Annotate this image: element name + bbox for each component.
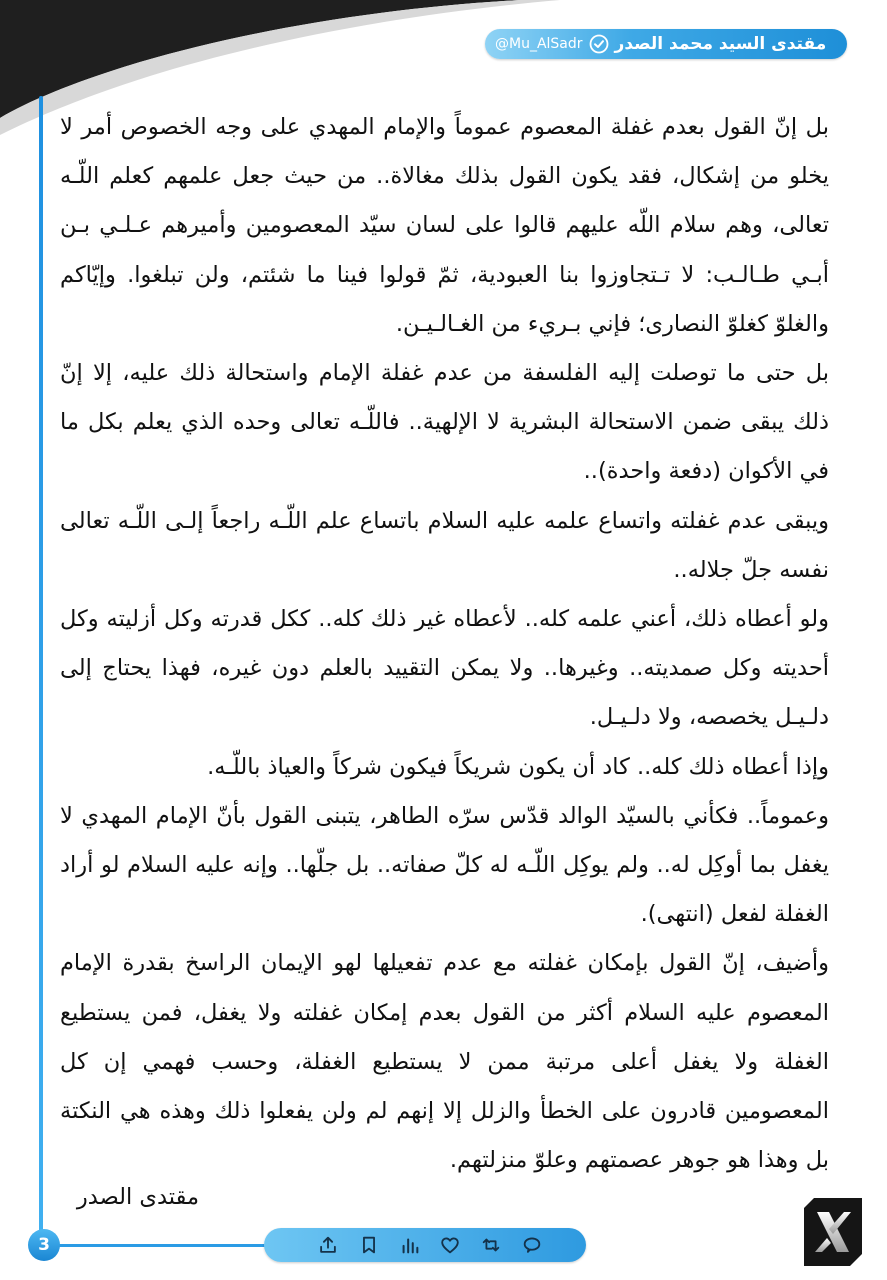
accent-line-bottom bbox=[54, 1244, 274, 1247]
x-logo-icon bbox=[800, 1196, 866, 1268]
paragraph: وإذا أعطاه ذلك كله.. كاد أن يكون شريكاً فيكون شركاً والعياذ باللّـه. bbox=[207, 753, 829, 780]
author-header[interactable] bbox=[485, 29, 847, 59]
bookmark-icon[interactable] bbox=[358, 1234, 380, 1256]
author-name[interactable]: مقتدى السيد محمد الصدر bbox=[614, 34, 827, 54]
author-handle[interactable]: @Mu_AlSadr bbox=[495, 36, 583, 52]
paragraph: ولو أعطاه ذلك، أعني علمه كله.. لأعطاه غير ذلك كله.. ككل قدرته وكل أزليته وكل أحديته وكل صمديته.. وغيرها.. ولا يمكن التقييد بالعلم دون غيره، فهذا يحتاج إلى دلـيـل يخصصه، ولا دلـيـل. bbox=[60, 606, 829, 731]
article-body bbox=[60, 103, 829, 1185]
verified-badge-icon bbox=[589, 34, 609, 54]
tweet-action-bar bbox=[264, 1228, 586, 1262]
accent-line bbox=[39, 96, 43, 1241]
paragraph: وأضيف، إنّ القول بإمكان غفلته مع عدم تفعيلها لهو الإيمان الراسخ بقدرة الإمام المعصوم عليه السلام أكثر من القول بعدم إمكان غفلته ولا يغفل، فمن يستطيع الغفلة ولا يغفل أعلى مرتبة ممن لا يستطيع الغفلة، وحسب فهمي إن كل المعصومين قادرون على الخطأ والزلل إلا إنهم لم ولن يفعلوا ذلك وهذه هي النكتة بل وهذا هو جوهر عصمتهم وعلوّ منزلتهم. bbox=[60, 950, 829, 1174]
paragraph: ويبقى عدم غفلته واتساع علمه عليه السلام باتساع علم اللّـه راجعاً إلـى اللّـه تعالى نفسه جلّ جلاله.. bbox=[60, 507, 829, 583]
like-icon[interactable] bbox=[439, 1234, 461, 1256]
page-number: 3 bbox=[28, 1229, 60, 1261]
views-icon[interactable] bbox=[399, 1234, 421, 1256]
signature: مقتدى الصدر bbox=[76, 1184, 199, 1210]
paragraph: بل حتى ما توصلت إليه الفلسفة من عدم غفلة الإمام واستحالة ذلك عليه، إلا إنّ ذلك يبقى ضمن الاستحالة البشرية لا الإلهية.. فاللّـه تعالى وحده الذي يعلم بكل ما في الأكوان (دفعة واحدة).. bbox=[60, 360, 829, 485]
paragraph: وعموماً.. فكأني بالسيّد الوالد قدّس سرّه الطاهر، يتبنى القول بأنّ الإمام المهدي لا يغفل بما أوكِل له.. ولم يوكِل اللّـه له كلّ صفاته.. بل جلّها.. وإنه عليه السلام لو أراد الغفلة لفعل (انتهى). bbox=[60, 802, 829, 928]
share-icon[interactable] bbox=[317, 1234, 339, 1256]
retweet-icon[interactable] bbox=[480, 1234, 502, 1256]
paragraph: بل إنّ القول بعدم غفلة المعصوم عموماً والإمام المهدي على وجه الخصوص أمر لا يخلو من إشكال، فقد يكون القول بذلك مغالاة.. من حيث جعل علمهم كعلم اللّـه تعالى، وهم سلام اللّه عليهم قالوا على لسان سيّد المعصومين وأميرهم عـلـي بـن أبـي طـالـب: لا تـتجاوزوا بنا العبودية، ثمّ قولوا فينا ما شئتم، ولن تبلغوا. وإيّاكم والغلوّ كغلوّ النصارى؛ فإني بـريء من الغـالـيـن. bbox=[60, 114, 829, 337]
reply-icon[interactable] bbox=[521, 1234, 543, 1256]
